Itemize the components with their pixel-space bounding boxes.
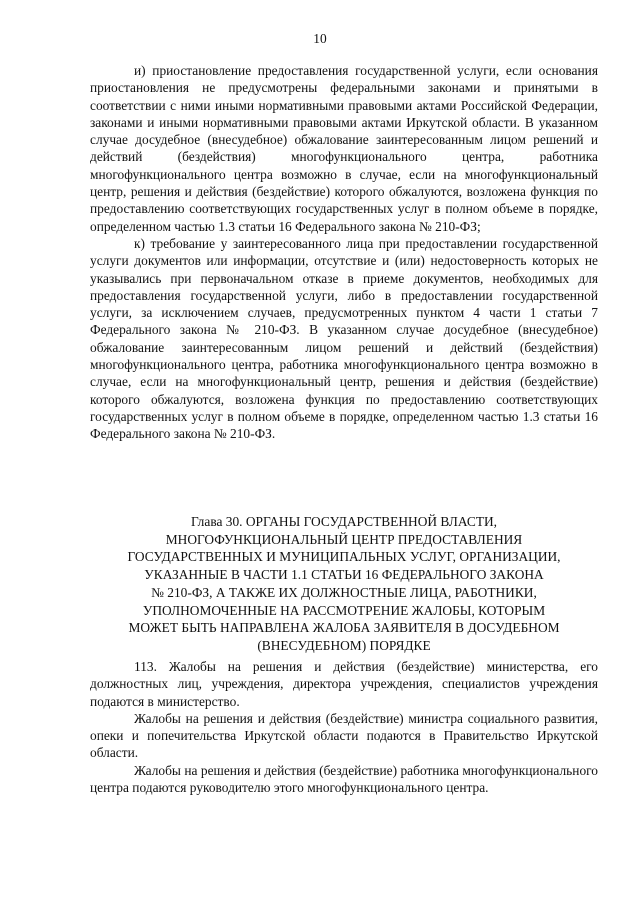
chapter-heading-line: № 210-ФЗ, А ТАКЖЕ ИХ ДОЛЖНОСТНЫЕ ЛИЦА, РАБОТНИКИ, [151, 584, 537, 600]
paragraphs-i-k [90, 62, 598, 443]
chapter-heading-line: Глава 30. ОРГАНЫ ГОСУДАРСТВЕННОЙ ВЛАСТИ, [190, 514, 498, 529]
chapter-heading-line: (ВНЕСУДЕБНОМ) ПОРЯДКЕ [257, 637, 431, 653]
section-113 [90, 658, 598, 796]
paragraph-i: и) приостановление предоставления государственной услуги, если основания приостановления не предусмотрены федеральными законами и принятыми в соответствии с ними иными нормативными правовыми актами Российской Федерации, законами и иными нормативными правовыми актами Иркутской области. В указанном случае досудебное (внесудебное) обжалование заинтересованным лицом решений и действий (бездействия) многофункционального центра, работника многофункционального центра возможно в случае, если на многофункциональный центр, решения и действия (бездействие) которого обжалуются, возложена функция по предоставлению соответствующих государственных услуг в полном объеме в порядке, определенном частью 1.3 статьи 16 Федерального закона № 210-ФЗ; [90, 63, 598, 234]
paragraph-113: 113. Жалобы на решения и действия (бездействие) министерства, его должностных лиц, учреждения, директора учреждения, специалистов учреждения подаются в министерство. [90, 659, 598, 709]
chapter-heading-line: МНОГОФУНКЦИОНАЛЬНЫЙ ЦЕНТР ПРЕДОСТАВЛЕНИЯ [165, 531, 523, 547]
chapter-heading-line: УПОЛНОМОЧЕННЫЕ НА РАССМОТРЕНИЕ ЖАЛОБЫ, КОТОРЫМ [142, 602, 546, 618]
chapter-heading-line: МОЖЕТ БЫТЬ НАПРАВЛЕНА ЖАЛОБА ЗАЯВИТЕЛЯ В ДОСУДЕБНОМ [128, 620, 560, 636]
paragraph-minister-complaints: Жалобы на решения и действия (бездействие) министра социального развития, опеки и попечительства Иркутской области подаются в Правительство Иркутской области. [90, 710, 598, 761]
chapter-heading-line: ГОСУДАРСТВЕННЫХ И МУНИЦИПАЛЬНЫХ УСЛУГ, ОРГАНИЗАЦИИ, [127, 549, 561, 565]
chapter-30-heading [90, 513, 598, 655]
paragraph-mfc-employee-complaints: Жалобы на решения и действия (бездействие) работника многофункционального центра подаются руководителю этого многофункционального центра. [90, 762, 598, 796]
paragraph-k: к) требование у заинтересованного лица при предоставлении государственной услуги документов или информации, отсутствие и (или) недостоверность которых не указывались при первоначальном отказе в приеме документов, необходимых для предоставления государственной услуги, либо в предоставлении государственной услуги, за исключением случаев, предусмотренных пунктом 4 части 1 статьи 7 Федерального закона № 210-ФЗ. В указанном случае досудебное (внесудебное) обжалование заинтересованным лицом решений и действий (бездействия) многофункционального центра, работника многофункционального центра возможно в случае, если на многофункциональный центр, решения и действия (бездействие) которого обжалуются, возложена функция по предоставлению соответствующих государственных услуг в полном объеме в порядке, определенном частью 1.3 статьи 16 Федерального закона № 210-ФЗ. [90, 235, 598, 442]
page-number: 10 [313, 31, 327, 46]
chapter-heading-line: УКАЗАННЫЕ В ЧАСТИ 1.1 СТАТЬИ 16 ФЕДЕРАЛЬНОГО ЗАКОНА [144, 567, 544, 583]
